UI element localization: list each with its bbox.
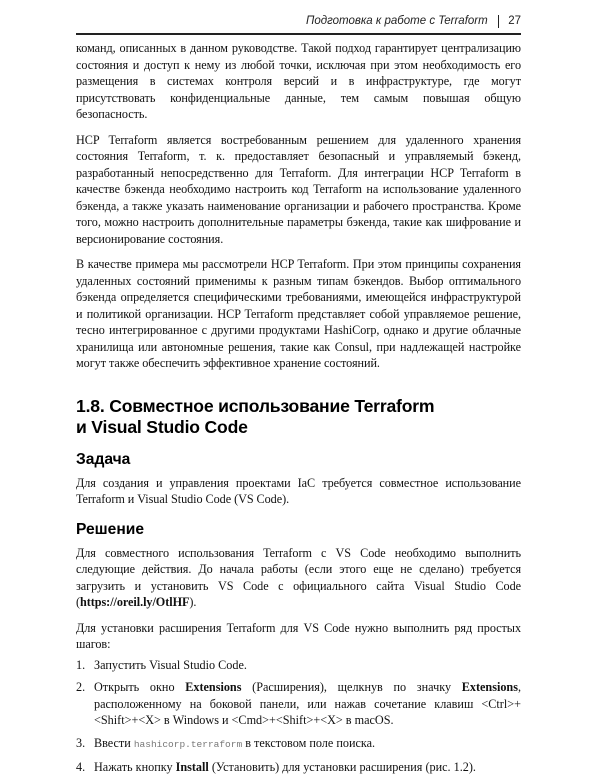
list-item: 2. Открыть окно Extensions (Расширения), щелкнув по значку Extensions, расположенному на боковой панели, или нажав сочетание клавиш <Ctrl>+<Shift>+<X> в Windows и <Cmd>+<Shift>+<X> в macOS. [76, 680, 521, 727]
solution-paragraph-1: Для совместного использования Terraform с VS Code необходимо выполнить следующие действия. До начала работы (если этого еще не сделано) требуется загрузить и установить VS Code с официального сайта Visual Studio Code (https://oreil.ly/OtlHF). [76, 545, 521, 609]
section-heading-line1: 1.8. Совместное использование Terraform [76, 395, 435, 416]
vs-code-link[interactable]: https://oreil.ly/OtlHF [80, 595, 190, 609]
header-rule [76, 33, 521, 35]
page-content [76, 40, 521, 782]
task-heading: Задача [76, 450, 131, 468]
inline-code: hashicorp.terraform [133, 738, 243, 750]
paragraph-1: команд, описанных в данном руководстве. Такой подход гарантирует централизацию состояния и доступ к нему из любой точки, исключая при этом необходимость его размещения в системах контроля версий и в инфраструктуре, где могут присутствовать конфиденциальные данные, тем самым повышая общую безопасность. [76, 41, 521, 121]
running-header-title: Подготовка к работе с Terraform [305, 15, 488, 27]
list-item: 1. Запустить Visual Studio Code. [76, 657, 247, 672]
paragraph-2: HCP Terraform является востребованным решением для удаленного хранения состояния Terraform, т. к. предоставляет безопасный и управляемый бэкенд, разработанный непосредственно для Terraform. Для интеграции HCP Terraform в качестве бэкенда необходимо настроить код Terraform на использование удаленного бэкенда, а также указать наименование организации и рабочего пространства. Кроме того, можно настроить дополнительные параметры бэкенда, такие как шифрование и версионирование состояния. [76, 132, 521, 246]
task-text: Для создания и управления проектами IaC требуется совместное использование Terraform и Visual Studio Code (VS Code). [76, 475, 521, 506]
section-heading [76, 396, 521, 438]
section-heading-line2: и Visual Studio Code [76, 416, 248, 437]
page-number: 27 [508, 15, 521, 27]
solution-paragraph-2: Для установки расширения Terraform для VS Code нужно выполнить ряд простых шагов: [76, 620, 521, 651]
list-item: 3. Ввести hashicorp.terraform в текстовом поле поиска. [76, 735, 376, 750]
solution-heading: Решение [76, 520, 145, 538]
list-item: 4. Нажать кнопку Install (Установить) для установки расширения (рис. 1.2). [76, 760, 476, 774]
paragraph-3: В качестве примера мы рассмотрели HCP Terraform. При этом принципы сохранения удаленных состояний применимы к разным типам бэкендов. Выбор оптимального бэкенда определяется специфическими требованиями, имеющейся инфраструктурой и политикой организации. HCP Terraform представляет собой управляемое решение, тесно интегрированное с другими продуктами HashiCorp, однако и другие облачные хранилища или автономные решения, такие как Consul, при надлежащей настройке могут также обеспечить эффективное хранение состояний. [76, 257, 521, 370]
header-separator [498, 15, 500, 28]
steps-list [76, 657, 521, 776]
running-header [76, 10, 521, 32]
